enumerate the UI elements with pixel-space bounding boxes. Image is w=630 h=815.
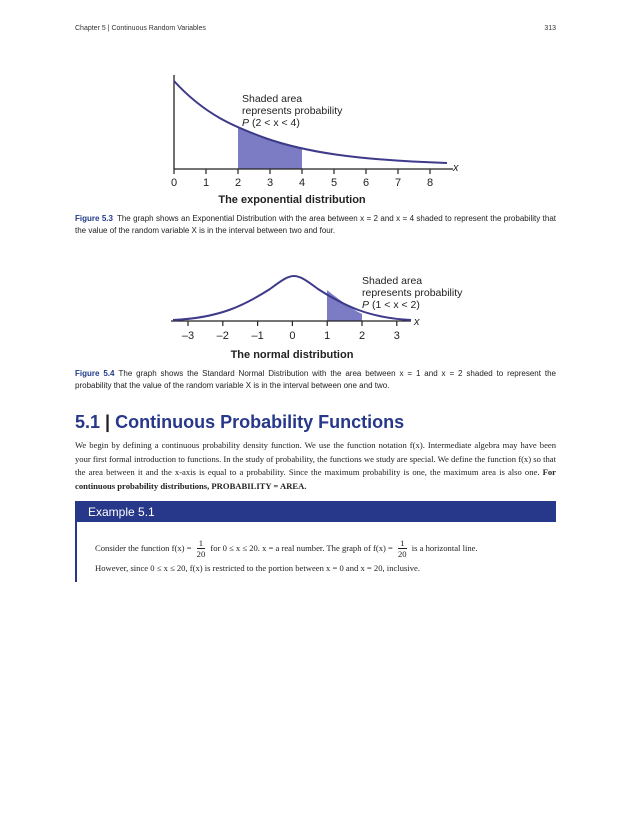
figure-5-4-caption-text: The graph shows the Standard Normal Distribution with the area between x = 1 and x = 2 shaded to represent the probability that the value of the random variable X is in the interval between one and two. (75, 369, 556, 390)
example-line-1-a: Consider the function f(x) = (95, 542, 192, 553)
example-left-rule (75, 522, 77, 582)
normal-tick-label: 0 (289, 330, 296, 342)
figure-5-3-label: Figure 5.3 (75, 214, 113, 223)
normal-tick-label: –2 (216, 330, 229, 342)
normal-tick-label: –1 (251, 330, 264, 342)
exponential-tick-label: 2 (234, 177, 242, 189)
normal-annotation-line-3: P (1 < x < 2) (362, 299, 420, 311)
normal-shaded-area (327, 290, 362, 321)
exponential-tick-label: 7 (394, 177, 402, 189)
normal-ticks (182, 321, 400, 342)
exponential-tick-label: 6 (362, 177, 370, 189)
section-paragraph (75, 439, 556, 493)
normal-annotation-line-2: represents probability (362, 287, 463, 299)
exponential-title: The exponential distribution (218, 194, 366, 206)
exponential-annotation-line-2: represents probability (242, 105, 343, 117)
normal-axis-variable: x (414, 316, 420, 328)
exponential-distribution-figure (75, 70, 556, 210)
figure-5-3-caption (75, 213, 556, 237)
section-number: 5.1 (75, 412, 101, 432)
normal-title: The normal distribution (230, 349, 354, 361)
section-separator: | (105, 412, 111, 432)
fraction-2: $\frac{1}{20}$ (398, 538, 407, 559)
example-header (75, 501, 556, 522)
section-paragraph-bold: For continuous probability distributions, PROBABILITY = AREA. (75, 467, 556, 491)
section-paragraph-text: We begin by defining a continuous probability density function. We use the function notation f(x). Intermediate algebra may have been your first formal introduction to functions. In the study of probability, the functions we study are special. We define the function f(x) so that the area between it and the x-axis is equal to a probability. Since the maximum probability is one, the maximum area is also one. (75, 440, 556, 477)
figure-5-4-caption (75, 368, 556, 392)
running-header-chapter: Chapter 5 | Continuous Random Variables (75, 25, 206, 32)
example-line-1-c: is a horizontal line. (411, 542, 478, 553)
example-title: Example 5.1 (88, 505, 155, 519)
exponential-tick-label: 4 (298, 177, 306, 189)
page-number: 313 (544, 25, 556, 32)
exponential-tick-label: 8 (426, 177, 434, 189)
normal-tick-label: 2 (358, 330, 366, 342)
example-line-1-b: for 0 ≤ x ≤ 20. x = a real number. The graph of f(x) = (210, 542, 393, 553)
section-title-text: Continuous Probability Functions (115, 412, 405, 432)
fraction-1: $\frac{1}{20}$ (196, 538, 206, 559)
normal-annotation-line-1: Shaded area (362, 275, 423, 287)
exponential-annotation-line-1: Shaded area (242, 93, 303, 105)
example-line-1 (95, 538, 555, 560)
exponential-axis-variable: x (453, 162, 459, 174)
exponential-tick-label: 5 (330, 177, 338, 189)
normal-distribution-figure (75, 265, 556, 365)
exponential-tick-label: 1 (202, 177, 210, 189)
normal-tick-label: 3 (393, 330, 400, 342)
exponential-annotation-line-3: P (2 < x < 4) (242, 117, 300, 129)
normal-tick-label: 1 (324, 330, 331, 342)
figure-5-3-caption-text: The graph shows an Exponential Distribution with the area between x = 2 and x = 4 shaded to represent the probability that the value of the random variable X is in the interval between two and four. (75, 214, 556, 235)
example-line-2 (95, 563, 555, 573)
exponential-tick-label: 0 (170, 177, 178, 189)
normal-tick-label: –3 (181, 330, 195, 342)
section-heading (75, 412, 404, 433)
example-line-2-text: However, since 0 ≤ x ≤ 20, f(x) is restricted to the portion between x = 0 and x = 20, inclusive. (95, 563, 420, 573)
figure-5-4-label: Figure 5.4 (75, 369, 115, 378)
exponential-ticks (171, 169, 433, 189)
exponential-tick-label: 3 (266, 177, 274, 189)
exponential-shaded-area (238, 128, 302, 169)
exponential-curve (174, 81, 447, 163)
